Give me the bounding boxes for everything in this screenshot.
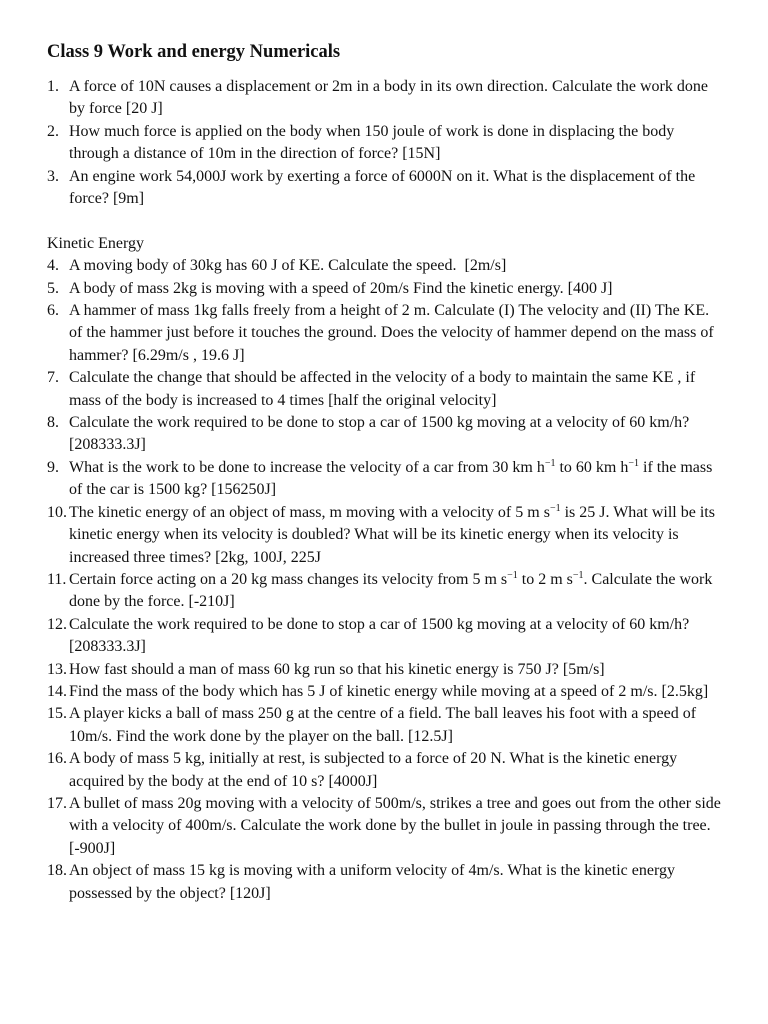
question-number: 15. xyxy=(47,705,67,723)
question-number: 16. xyxy=(47,750,67,768)
question-number: 17. xyxy=(47,794,67,812)
question-item xyxy=(0,793,768,860)
question-item xyxy=(0,76,768,121)
question-item xyxy=(0,703,768,748)
question-item xyxy=(0,457,768,502)
question-text: A bullet of mass 20g moving with a velocity of 500m/s, strikes a tree and goes out from the other side with a velocity of 400m/s. Calculate the work done by the bullet in joule in passing through the tree. [-900J] xyxy=(69,794,721,857)
question-number: 3. xyxy=(47,167,59,185)
question-number: 14. xyxy=(47,682,67,700)
question-text: Calculate the work required to be done to stop a car of 1500 kg moving at a velocity of 60 km/h? [208333.3J] xyxy=(69,615,690,656)
question-text: A moving body of 30kg has 60 J of KE. Calculate the speed. [2m/s] xyxy=(69,257,507,275)
question-text: The kinetic energy of an object of mass, m moving with a velocity of 5 m $s^{-1}$ is 25 J. What will be its kinetic energy when its velocity is doubled? What will be its kinetic energy when its velocity is increased three times? [2kg, 100J, 225J xyxy=(69,502,715,566)
question-number: 12. xyxy=(47,615,67,633)
question-number: 7. xyxy=(47,369,59,387)
question-item xyxy=(0,681,768,703)
question-text: A body of mass 2kg is moving with a speed of 20m/s Find the kinetic energy. [400 J] xyxy=(69,279,613,297)
page-title: Class 9 Work and energy Numericals xyxy=(47,42,341,62)
question-item xyxy=(0,614,768,659)
question-item xyxy=(0,166,768,211)
question-text: An object of mass 15 kg is moving with a uniform velocity of 4m/s. What is the kinetic energy possessed by the object? [120J] xyxy=(69,862,675,902)
question-number: 6. xyxy=(47,302,59,320)
question-item xyxy=(0,300,768,367)
question-item xyxy=(0,278,768,300)
question-text: A body of mass 5 kg, initially at rest, is subjected to a force of 20 N. What is the kinetic energy acquired by the body at the end of 10 s? [4000J] xyxy=(69,750,678,790)
question-item xyxy=(0,748,768,793)
question-text: A hammer of mass 1kg falls freely from a height of 2 m. Calculate (I) The velocity and (II) The KE. of the hammer just before it touches the ground. Does the velocity of hammer depend on the mass of hammer? [6.29m/s , 19.6 J] xyxy=(69,302,714,364)
question-number: 4. xyxy=(47,257,59,275)
question-item xyxy=(0,412,768,457)
question-number: 5. xyxy=(47,279,59,297)
question-text: Find the mass of the body which has 5 J of kinetic energy while moving at a speed of 2 m/s. [2.5kg] xyxy=(69,682,709,700)
question-item xyxy=(0,860,768,905)
question-number: 13. xyxy=(47,660,67,678)
question-text: An engine work 54,000J work by exerting a force of 6000N on it. What is the displacement of the force? [9m] xyxy=(69,167,696,208)
question-text: A force of 10N causes a displacement or 2m in a body in its own direction. Calculate the work done by force [20 J] xyxy=(69,78,708,118)
question-item xyxy=(0,367,768,412)
question-text: How much force is applied on the body when 150 joule of work is done in displacing the body through a distance of 10m in the direction of force? [15N] xyxy=(69,122,675,163)
question-number: 18. xyxy=(47,862,67,880)
question-item xyxy=(0,659,768,681)
question-number: 1. xyxy=(47,78,59,95)
question-item xyxy=(0,255,768,277)
question-list xyxy=(0,76,768,905)
question-number: 8. xyxy=(47,414,59,432)
question-text: How fast should a man of mass 60 kg run so that his kinetic energy is 750 J? [5m/s] xyxy=(69,660,605,678)
question-text: What is the work to be done to increase the velocity of a car from 30 km $h^{-1}$ to 60 km $h^{-1}$ if the mass of the car is 1500 kg? [156250J] xyxy=(69,457,713,499)
question-number: 10. xyxy=(47,503,67,521)
question-text: Calculate the change that should be affected in the velocity of a body to maintain the same KE , if mass of the body is increased to 4 times [half the original velocity] xyxy=(69,369,696,409)
section-heading-kinetic-energy: Kinetic Energy xyxy=(47,234,145,252)
question-number: 9. xyxy=(47,458,59,476)
question-item xyxy=(0,569,768,614)
question-number: 11. xyxy=(47,570,67,588)
question-number: 2. xyxy=(47,122,59,140)
question-text: A player kicks a ball of mass 250 g at the centre of a field. The ball leaves his foot with a speed of 10m/s. Find the work done by the player on the ball. [12.5J] xyxy=(69,705,697,745)
question-item xyxy=(0,502,768,569)
question-text: Calculate the work required to be done to stop a car of 1500 kg moving at a velocity of 60 km/h? [208333.3J] xyxy=(69,414,690,454)
question-text: Certain force acting on a 20 kg mass changes its velocity from 5 m $s^{-1}$ to 2 m $s^{-1}$. Calculate the work done by the force. [-210J] xyxy=(69,569,713,611)
question-item xyxy=(0,121,768,166)
